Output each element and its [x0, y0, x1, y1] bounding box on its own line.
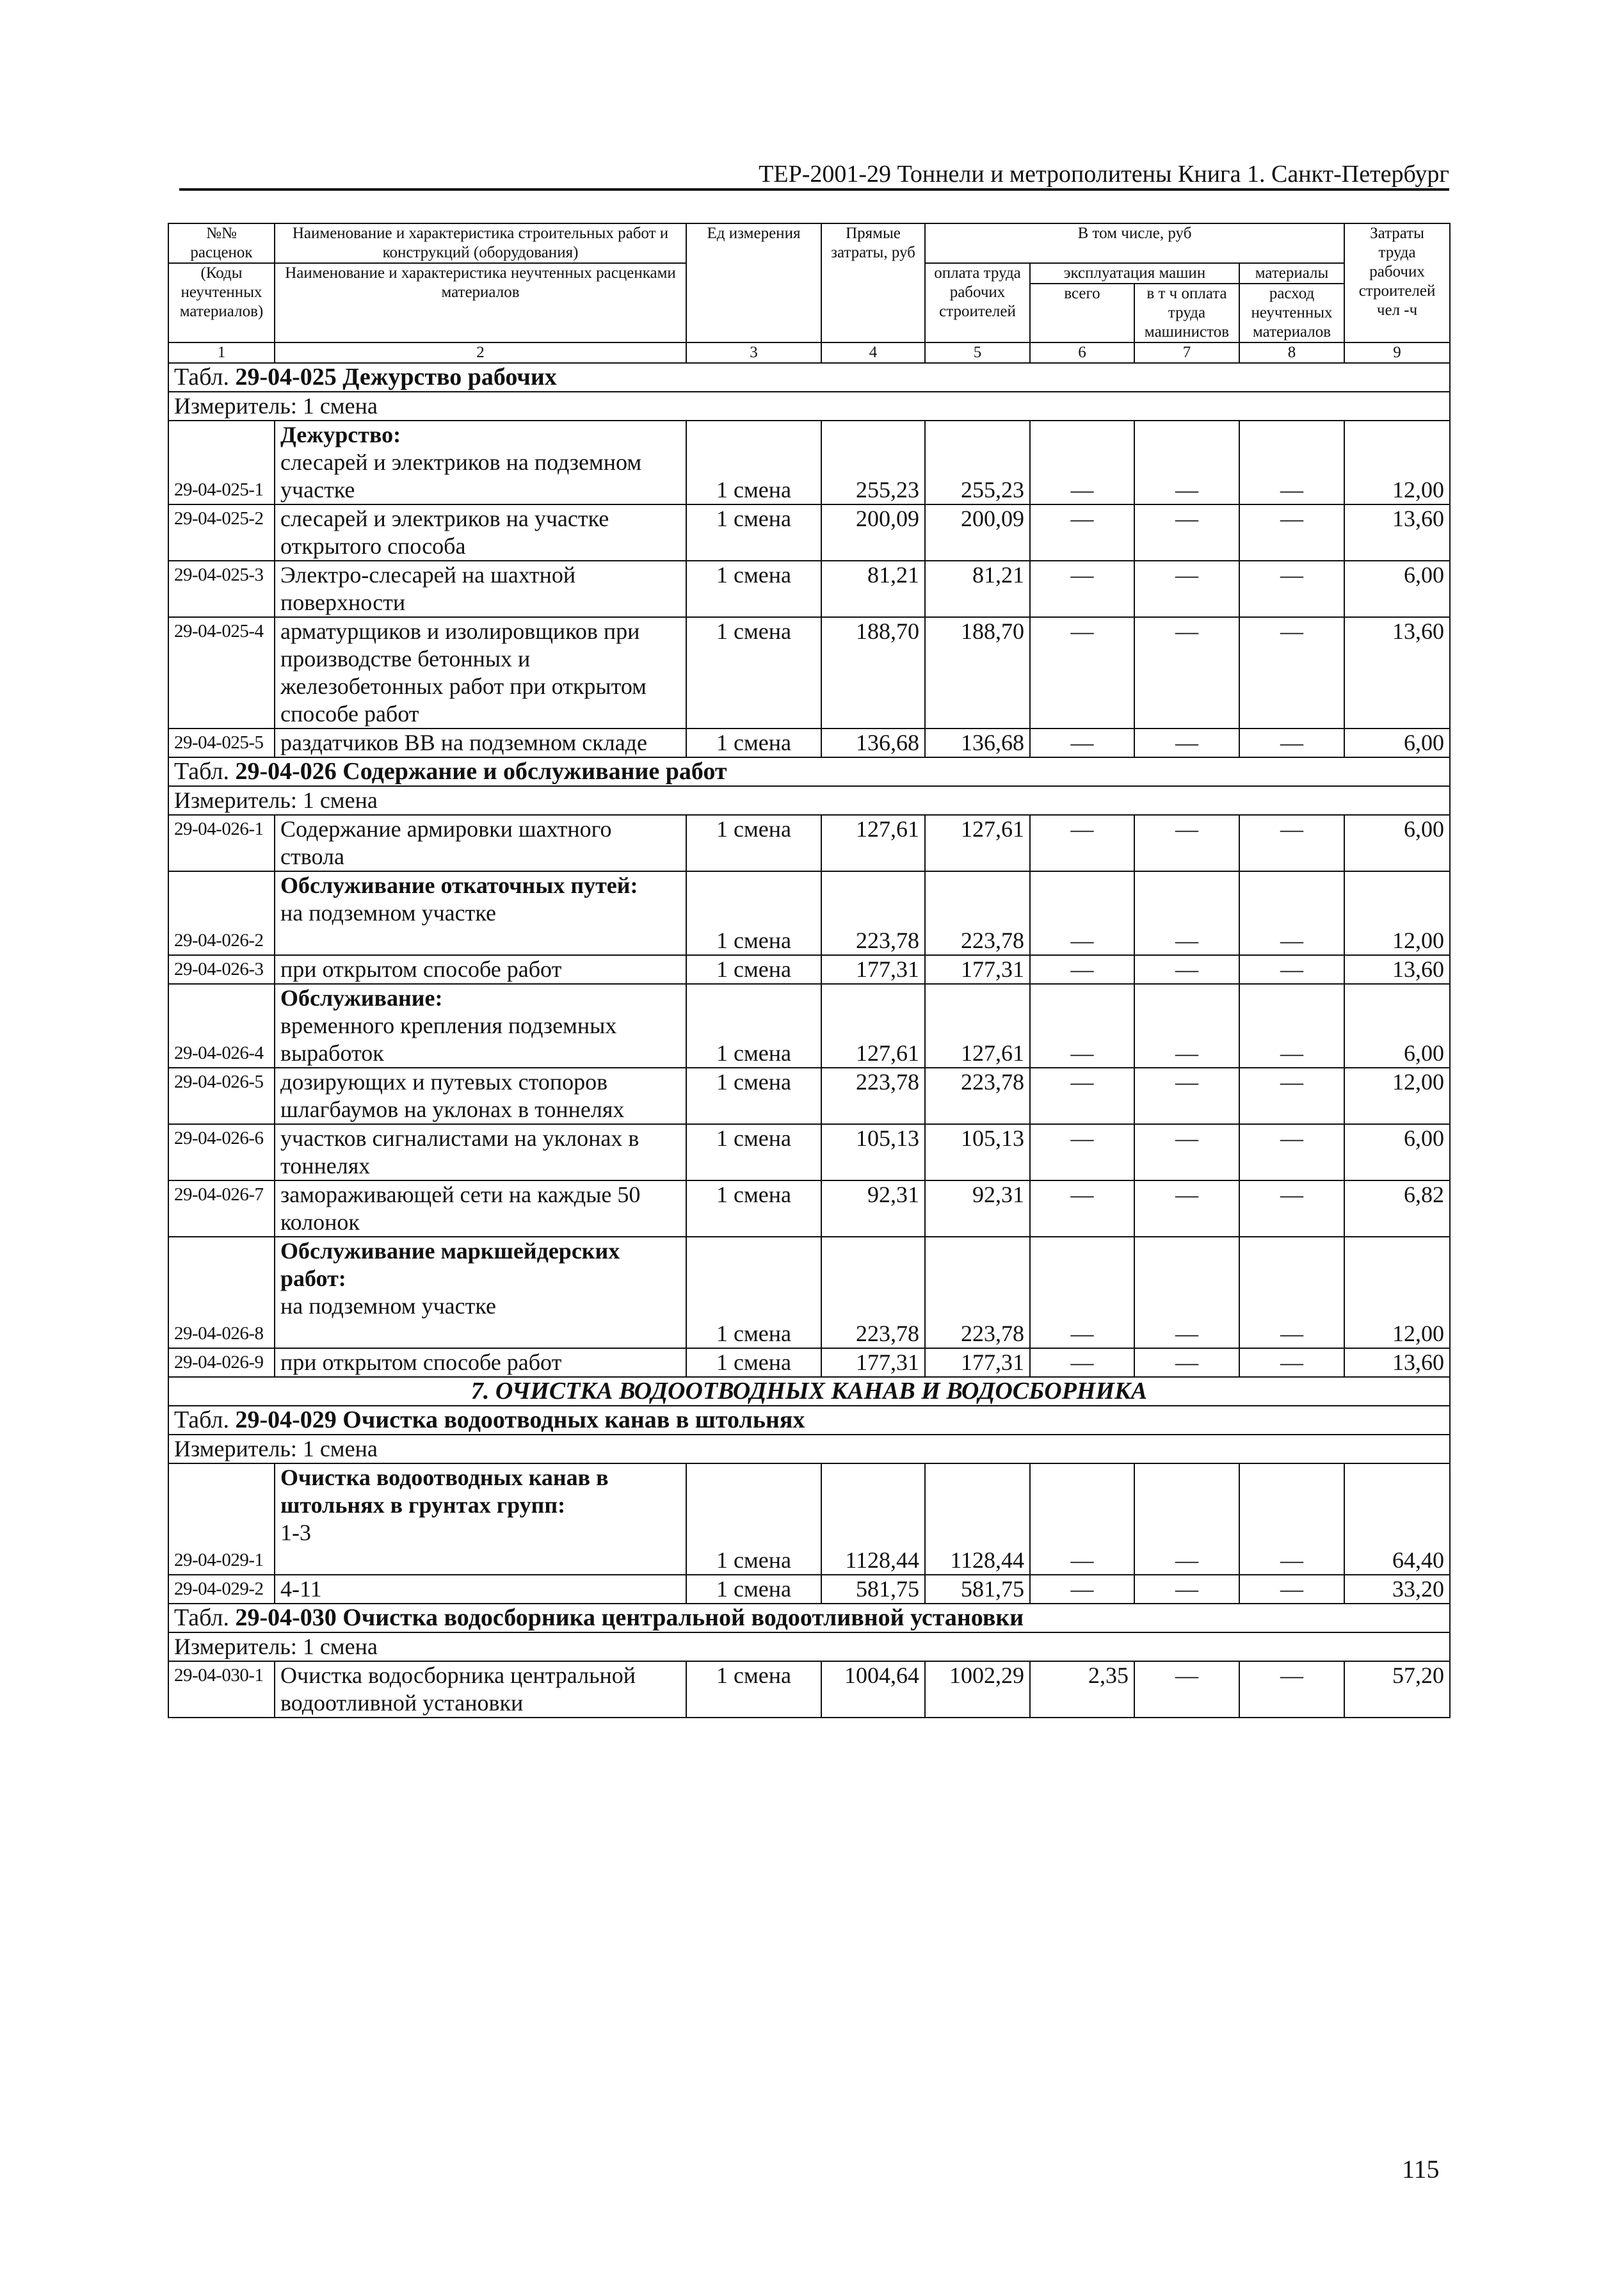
machine-cost: — — [1030, 984, 1134, 1068]
machine-cost: — — [1030, 421, 1134, 504]
wage-cost: 200,09 — [925, 504, 1030, 561]
materials-cost: — — [1239, 1575, 1344, 1604]
rate-name: Электро-слесарей на шахтной поверхности — [280, 562, 576, 615]
rate-name: раздатчиков ВВ на подземном складе — [280, 730, 647, 755]
machinist-wage: — — [1134, 1661, 1239, 1718]
col-labor-header: Затраты труда рабочих строителей чел -ч — [1344, 223, 1450, 342]
machinist-wage: — — [1134, 728, 1239, 757]
direct-cost: 223,78 — [821, 1237, 925, 1348]
rate-name-cell — [275, 1575, 686, 1604]
running-title: ТЕР-2001-29 Тоннели и метрополитены Книга 1. Санкт-Петербург — [179, 160, 1449, 191]
direct-cost: 581,75 — [821, 1575, 925, 1604]
table-title-prefix: Табл. — [174, 1406, 229, 1433]
rate-name: при открытом способе работ — [280, 956, 562, 982]
rate-name-cell — [275, 504, 686, 561]
rate-name: временного крепления подземных выработок — [280, 1013, 617, 1066]
rate-unit: 1 смена — [686, 504, 821, 561]
section-heading-row — [168, 1377, 1450, 1406]
direct-cost: 188,70 — [821, 617, 925, 728]
rate-name: Содержание армировки шахтного ствола — [280, 816, 612, 869]
materials-cost: — — [1239, 1661, 1344, 1718]
table-row — [168, 1180, 1450, 1237]
machinist-wage: — — [1134, 1124, 1239, 1180]
rate-unit: 1 смена — [686, 1348, 821, 1377]
col-materials-header: материалы — [1239, 263, 1344, 284]
table-meter-row — [168, 786, 1450, 815]
col-number: 9 — [1344, 342, 1450, 363]
col-machines-header: эксплуатация машин — [1030, 263, 1239, 284]
labor-hours: 13,60 — [1344, 504, 1450, 561]
table-row — [168, 617, 1450, 728]
rate-unit: 1 смена — [686, 1575, 821, 1604]
rate-name-cell — [275, 1348, 686, 1377]
rate-unit: 1 смена — [686, 1463, 821, 1575]
wage-cost: 1128,44 — [925, 1463, 1030, 1575]
rate-code: 29-04-026-7 — [168, 1180, 275, 1237]
rate-name-cell — [275, 871, 686, 955]
col-number: 4 — [821, 342, 925, 363]
machine-cost: — — [1030, 617, 1134, 728]
table-row — [168, 1661, 1450, 1718]
rate-code: 29-04-025-1 — [168, 421, 275, 504]
col-materials-sub-header: расход неучтенных материалов — [1239, 284, 1344, 342]
wage-cost: 223,78 — [925, 1237, 1030, 1348]
direct-cost: 200,09 — [821, 504, 925, 561]
rate-unit: 1 смена — [686, 617, 821, 728]
table-row — [168, 728, 1450, 757]
machine-cost: — — [1030, 1575, 1134, 1604]
rate-name: на подземном участке — [280, 900, 496, 926]
machinist-wage: — — [1134, 1575, 1239, 1604]
materials-cost: — — [1239, 955, 1344, 984]
rate-name: участков сигналистами на уклонах в тоннелях — [280, 1125, 639, 1179]
direct-cost: 127,61 — [821, 984, 925, 1068]
table-meter-row — [168, 1435, 1450, 1463]
rate-name-cell — [275, 1237, 686, 1348]
rate-name: арматурщиков и изолировщиков при производстве бетонных и железобетонных работ при открытом способе работ — [280, 618, 647, 727]
rate-unit: 1 смена — [686, 984, 821, 1068]
subgroup-heading: Обслуживание: — [280, 985, 443, 1011]
materials-cost: — — [1239, 1180, 1344, 1237]
direct-cost: 1128,44 — [821, 1463, 925, 1575]
machine-cost: — — [1030, 1237, 1134, 1348]
materials-cost: — — [1239, 984, 1344, 1068]
direct-cost: 81,21 — [821, 561, 925, 617]
table-header — [168, 223, 1450, 363]
machinist-wage: — — [1134, 1463, 1239, 1575]
rate-name: на подземном участке — [280, 1293, 496, 1319]
rate-code: 29-04-029-2 — [168, 1575, 275, 1604]
rate-unit: 1 смена — [686, 1068, 821, 1124]
rate-code: 29-04-026-3 — [168, 955, 275, 984]
table-title-row — [168, 363, 1450, 392]
table-row — [168, 1575, 1450, 1604]
rate-unit: 1 смена — [686, 1180, 821, 1237]
table-row — [168, 1068, 1450, 1124]
table-title-text: 29-04-029 Очистка водоотводных канав в штольнях — [235, 1406, 805, 1433]
table-title-prefix: Табл. — [174, 758, 229, 785]
table-row — [168, 984, 1450, 1068]
table-title — [168, 1604, 1450, 1632]
rate-name: замораживающей сети на каждые 50 колонок — [280, 1182, 641, 1235]
table-row — [168, 955, 1450, 984]
machine-cost: — — [1030, 815, 1134, 871]
rate-code: 29-04-026-8 — [168, 1237, 275, 1348]
machinist-wage: — — [1134, 871, 1239, 955]
col-name-sub-header: Наименование и характеристика неучтенных расценками материалов — [275, 263, 686, 342]
machinist-wage: — — [1134, 617, 1239, 728]
table-title-row — [168, 757, 1450, 786]
rate-code: 29-04-026-9 — [168, 1348, 275, 1377]
labor-hours: 12,00 — [1344, 1068, 1450, 1124]
rate-name-cell — [275, 1661, 686, 1718]
direct-cost: 177,31 — [821, 955, 925, 984]
machine-cost: — — [1030, 1180, 1134, 1237]
rate-unit: 1 смена — [686, 815, 821, 871]
rate-unit: 1 смена — [686, 955, 821, 984]
materials-cost: — — [1239, 871, 1344, 955]
materials-cost: — — [1239, 504, 1344, 561]
rate-name: при открытом способе работ — [280, 1349, 562, 1375]
table-body — [168, 363, 1450, 1718]
direct-cost: 223,78 — [821, 871, 925, 955]
rate-code: 29-04-026-2 — [168, 871, 275, 955]
table-title-text: 29-04-030 Очистка водосборника центральной водоотливной установки — [235, 1604, 1024, 1631]
rate-name: слесарей и электриков на подземном участке — [280, 449, 642, 503]
rate-unit: 1 смена — [686, 871, 821, 955]
table-row — [168, 1348, 1450, 1377]
table-title — [168, 363, 1450, 392]
machinist-wage: — — [1134, 421, 1239, 504]
col-incl-header: В том числе, руб — [925, 223, 1344, 263]
direct-cost: 177,31 — [821, 1348, 925, 1377]
subgroup-heading: Обслуживание маркшейдерских работ: — [280, 1238, 620, 1291]
labor-hours: 12,00 — [1344, 421, 1450, 504]
table-title-text: 29-04-025 Дежурство рабочих — [235, 364, 557, 390]
table-meter: Измеритель: 1 смена — [168, 1435, 1450, 1463]
table-row — [168, 421, 1450, 504]
table-row — [168, 1463, 1450, 1575]
table-title — [168, 1406, 1450, 1435]
machine-cost: — — [1030, 955, 1134, 984]
table-title-row — [168, 1406, 1450, 1435]
wage-cost: 105,13 — [925, 1124, 1030, 1180]
rate-name: Очистка водосборника центральной водоотливной установки — [280, 1662, 636, 1716]
table-meter-row — [168, 392, 1450, 421]
machine-cost: — — [1030, 1348, 1134, 1377]
col-unit-header: Ед измерения — [686, 223, 821, 342]
table-title-text: 29-04-026 Содержание и обслуживание работ — [235, 758, 727, 785]
col-number: 8 — [1239, 342, 1344, 363]
materials-cost: — — [1239, 1463, 1344, 1575]
labor-hours: 13,60 — [1344, 955, 1450, 984]
rate-name: 1-3 — [280, 1520, 311, 1545]
rate-name: 4-11 — [280, 1576, 322, 1602]
col-number: 5 — [925, 342, 1030, 363]
wage-cost: 81,21 — [925, 561, 1030, 617]
rate-name: дозирующих и путевых стопоров шлагбаумов на уклонах в тоннелях — [280, 1069, 625, 1122]
table-row — [168, 561, 1450, 617]
col-number: 7 — [1134, 342, 1239, 363]
wage-cost: 136,68 — [925, 728, 1030, 757]
rate-name-cell — [275, 1180, 686, 1237]
materials-cost: — — [1239, 815, 1344, 871]
col-number: 1 — [168, 342, 275, 363]
labor-hours: 12,00 — [1344, 871, 1450, 955]
table-row — [168, 1124, 1450, 1180]
rate-name-cell — [275, 1463, 686, 1575]
rate-name: слесарей и электриков на участке открытого способа — [280, 506, 609, 559]
col-number: 6 — [1030, 342, 1134, 363]
table-row — [168, 1237, 1450, 1348]
machine-cost: — — [1030, 1068, 1134, 1124]
wage-cost: 188,70 — [925, 617, 1030, 728]
labor-hours: 6,00 — [1344, 984, 1450, 1068]
machinist-wage: — — [1134, 955, 1239, 984]
rate-unit: 1 смена — [686, 1124, 821, 1180]
direct-cost: 127,61 — [821, 815, 925, 871]
rate-code: 29-04-025-4 — [168, 617, 275, 728]
direct-cost: 1004,64 — [821, 1661, 925, 1718]
rate-name-cell — [275, 815, 686, 871]
wage-cost: 223,78 — [925, 1068, 1030, 1124]
table-row — [168, 504, 1450, 561]
subgroup-heading: Дежурство: — [280, 422, 401, 447]
materials-cost: — — [1239, 1068, 1344, 1124]
wage-cost: 177,31 — [925, 955, 1030, 984]
wage-cost: 127,61 — [925, 984, 1030, 1068]
rate-name-cell — [275, 728, 686, 757]
column-numbers-row — [168, 342, 1450, 363]
wage-cost: 581,75 — [925, 1575, 1030, 1604]
rate-unit: 1 смена — [686, 421, 821, 504]
col-code-sub-header: (Коды неучтенных материалов) — [168, 263, 275, 342]
rate-unit: 1 смена — [686, 1661, 821, 1718]
machine-cost: 2,35 — [1030, 1661, 1134, 1718]
machinist-wage: — — [1134, 984, 1239, 1068]
rate-code: 29-04-026-1 — [168, 815, 275, 871]
col-name-header: Наименование и характеристика строительных работ и конструкций (оборудования) — [275, 223, 686, 263]
wage-cost: 92,31 — [925, 1180, 1030, 1237]
rate-name-cell — [275, 955, 686, 984]
wage-cost: 127,61 — [925, 815, 1030, 871]
rate-name-cell — [275, 561, 686, 617]
direct-cost: 92,31 — [821, 1180, 925, 1237]
rate-unit: 1 смена — [686, 1237, 821, 1348]
wage-cost: 177,31 — [925, 1348, 1030, 1377]
direct-cost: 223,78 — [821, 1068, 925, 1124]
wage-cost: 1002,29 — [925, 1661, 1030, 1718]
table-meter-row — [168, 1632, 1450, 1661]
col-machines-wage-header: в т ч оплата труда машинистов — [1134, 284, 1239, 342]
machinist-wage: — — [1134, 1068, 1239, 1124]
labor-hours: 64,40 — [1344, 1463, 1450, 1575]
price-table — [168, 223, 1451, 1718]
rate-code: 29-04-025-2 — [168, 504, 275, 561]
table-title-prefix: Табл. — [174, 1604, 229, 1631]
direct-cost: 105,13 — [821, 1124, 925, 1180]
labor-hours: 6,00 — [1344, 728, 1450, 757]
machine-cost: — — [1030, 728, 1134, 757]
machinist-wage: — — [1134, 561, 1239, 617]
materials-cost: — — [1239, 421, 1344, 504]
section-heading: 7. ОЧИСТКА ВОДООТВОДНЫХ КАНАВ И ВОДОСБОРНИКА — [168, 1377, 1450, 1406]
table-title-prefix: Табл. — [174, 364, 229, 390]
machinist-wage: — — [1134, 1237, 1239, 1348]
col-number: 3 — [686, 342, 821, 363]
machine-cost: — — [1030, 561, 1134, 617]
table-meter: Измеритель: 1 смена — [168, 392, 1450, 421]
rate-unit: 1 смена — [686, 728, 821, 757]
materials-cost: — — [1239, 1124, 1344, 1180]
labor-hours: 13,60 — [1344, 1348, 1450, 1377]
rate-code: 29-04-030-1 — [168, 1661, 275, 1718]
labor-hours: 6,00 — [1344, 815, 1450, 871]
direct-cost: 136,68 — [821, 728, 925, 757]
table-title — [168, 757, 1450, 786]
table-title-row — [168, 1604, 1450, 1632]
materials-cost: — — [1239, 728, 1344, 757]
page-number: 115 — [1402, 2155, 1440, 2184]
labor-hours: 12,00 — [1344, 1237, 1450, 1348]
wage-cost: 255,23 — [925, 421, 1030, 504]
rate-name-cell — [275, 984, 686, 1068]
machinist-wage: — — [1134, 1180, 1239, 1237]
materials-cost: — — [1239, 617, 1344, 728]
table-meter: Измеритель: 1 смена — [168, 786, 1450, 815]
rate-name-cell — [275, 1068, 686, 1124]
table-row — [168, 871, 1450, 955]
rate-name-cell — [275, 421, 686, 504]
rate-unit: 1 смена — [686, 561, 821, 617]
col-machines-total-header: всего — [1030, 284, 1134, 342]
rate-name-cell — [275, 617, 686, 728]
rate-code: 29-04-029-1 — [168, 1463, 275, 1575]
subgroup-heading: Обслуживание откаточных путей: — [280, 873, 638, 898]
labor-hours: 57,20 — [1344, 1661, 1450, 1718]
col-number: 2 — [275, 342, 686, 363]
wage-cost: 223,78 — [925, 871, 1030, 955]
rate-code: 29-04-026-4 — [168, 984, 275, 1068]
rate-code: 29-04-025-3 — [168, 561, 275, 617]
table-row — [168, 815, 1450, 871]
machine-cost: — — [1030, 1463, 1134, 1575]
machine-cost: — — [1030, 871, 1134, 955]
machine-cost: — — [1030, 1124, 1134, 1180]
labor-hours: 6,00 — [1344, 1124, 1450, 1180]
machinist-wage: — — [1134, 504, 1239, 561]
direct-cost: 255,23 — [821, 421, 925, 504]
materials-cost: — — [1239, 1348, 1344, 1377]
machine-cost: — — [1030, 504, 1134, 561]
rate-code: 29-04-026-5 — [168, 1068, 275, 1124]
labor-hours: 13,60 — [1344, 617, 1450, 728]
labor-hours: 33,20 — [1344, 1575, 1450, 1604]
materials-cost: — — [1239, 561, 1344, 617]
machinist-wage: — — [1134, 1348, 1239, 1377]
col-code-header: №№ расценок — [168, 223, 275, 263]
col-wage-header: оплата труда рабочих строителей — [925, 263, 1030, 342]
subgroup-heading: Очистка водоотводных канав в штольнях в грунтах групп: — [280, 1465, 609, 1518]
col-direct-header: Прямые затраты, руб — [821, 223, 925, 342]
labor-hours: 6,00 — [1344, 561, 1450, 617]
rate-code: 29-04-025-5 — [168, 728, 275, 757]
rate-name-cell — [275, 1124, 686, 1180]
materials-cost: — — [1239, 1237, 1344, 1348]
table-meter: Измеритель: 1 смена — [168, 1632, 1450, 1661]
labor-hours: 6,82 — [1344, 1180, 1450, 1237]
machinist-wage: — — [1134, 815, 1239, 871]
rate-code: 29-04-026-6 — [168, 1124, 275, 1180]
